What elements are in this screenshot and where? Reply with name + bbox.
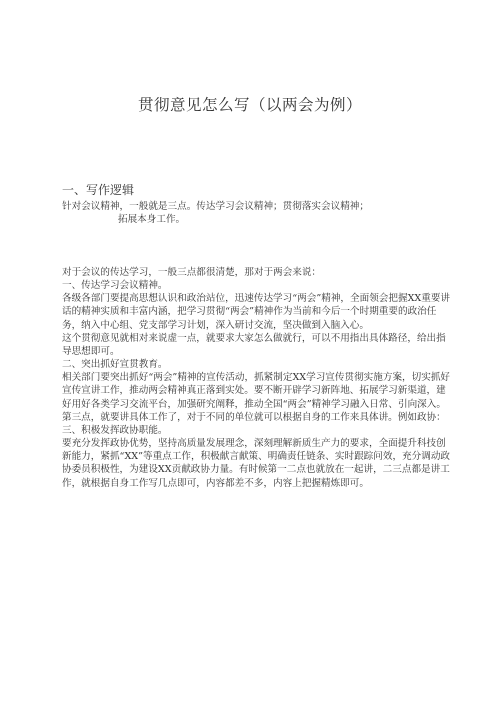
intro-line-indented: 拓展本身工作。 (118, 214, 186, 225)
paragraph: 第三点，就要讲具体工作了，对于不同的单位就可以根据自身的工作来具体讲。例如政协： (62, 411, 446, 423)
intro-line: 针对会议精神，一般就是三点。传达学习会议精神；贯彻落实会议精神； (62, 201, 369, 212)
document-title: 贯彻意见怎么写（以两会为例） (137, 96, 362, 114)
paragraph-heading: 一、传达学习会议精神。 (62, 280, 168, 292)
paragraph: 各级各部门要提高思想认识和政治站位，迅速传达学习“两会”精神，全面领会把握XX重要讲话的精神实质和丰富内涵，把学习贯彻“两会”精神作为当前和今后一个时期重要的政治任务，纳入中心组、党支部学习计划，深入研讨交流，坚决做到入脑入心。 (62, 293, 451, 331)
paragraph: 要充分发挥政协优势，坚持高质量发展理念，深刻理解新质生产力的要求，全面提升科技创新能力，紧抓“XX”等重点工作，积极献言献策、明确责任链条、实时跟踪问效，充分调动政协委员积极性，为建设XX贡献政协力量。有时候第一二点也就放在一起讲，二三点都是讲工作，就根据自身工作写几点即可，内容都差不多，内容上把握精炼即可。 (62, 438, 451, 489)
paragraph-heading: 三、积极发挥政协职能。 (62, 424, 168, 436)
body-text (62, 266, 452, 490)
paragraph-heading: 二、突出抓好宣贯教育。 (62, 359, 168, 371)
paragraph: 对于会议的传达学习，一般三点都很清楚，那对于两会来说： (62, 267, 322, 278)
section-heading: 一、写作逻辑 (62, 183, 135, 197)
paragraph: 这个贯彻意见就相对来说虚一点，就要求大家怎么做就行，可以不用指出具体路径，给出指导思想即可。 (62, 332, 446, 357)
intro-paragraph (62, 200, 452, 226)
paragraph: 相关部门要突出抓好“两会”精神的宣传活动，抓紧制定XX学习宣传贯彻实施方案，切实抓好宣传宣讲工作，推动两会精神真正落到实处。要不断开辟学习新阵地、拓展学习新渠道，建好用好各类学习交流平台，加强研究阐释，推动全国“两会”精神学习融入日常、引向深入。 (62, 372, 451, 410)
